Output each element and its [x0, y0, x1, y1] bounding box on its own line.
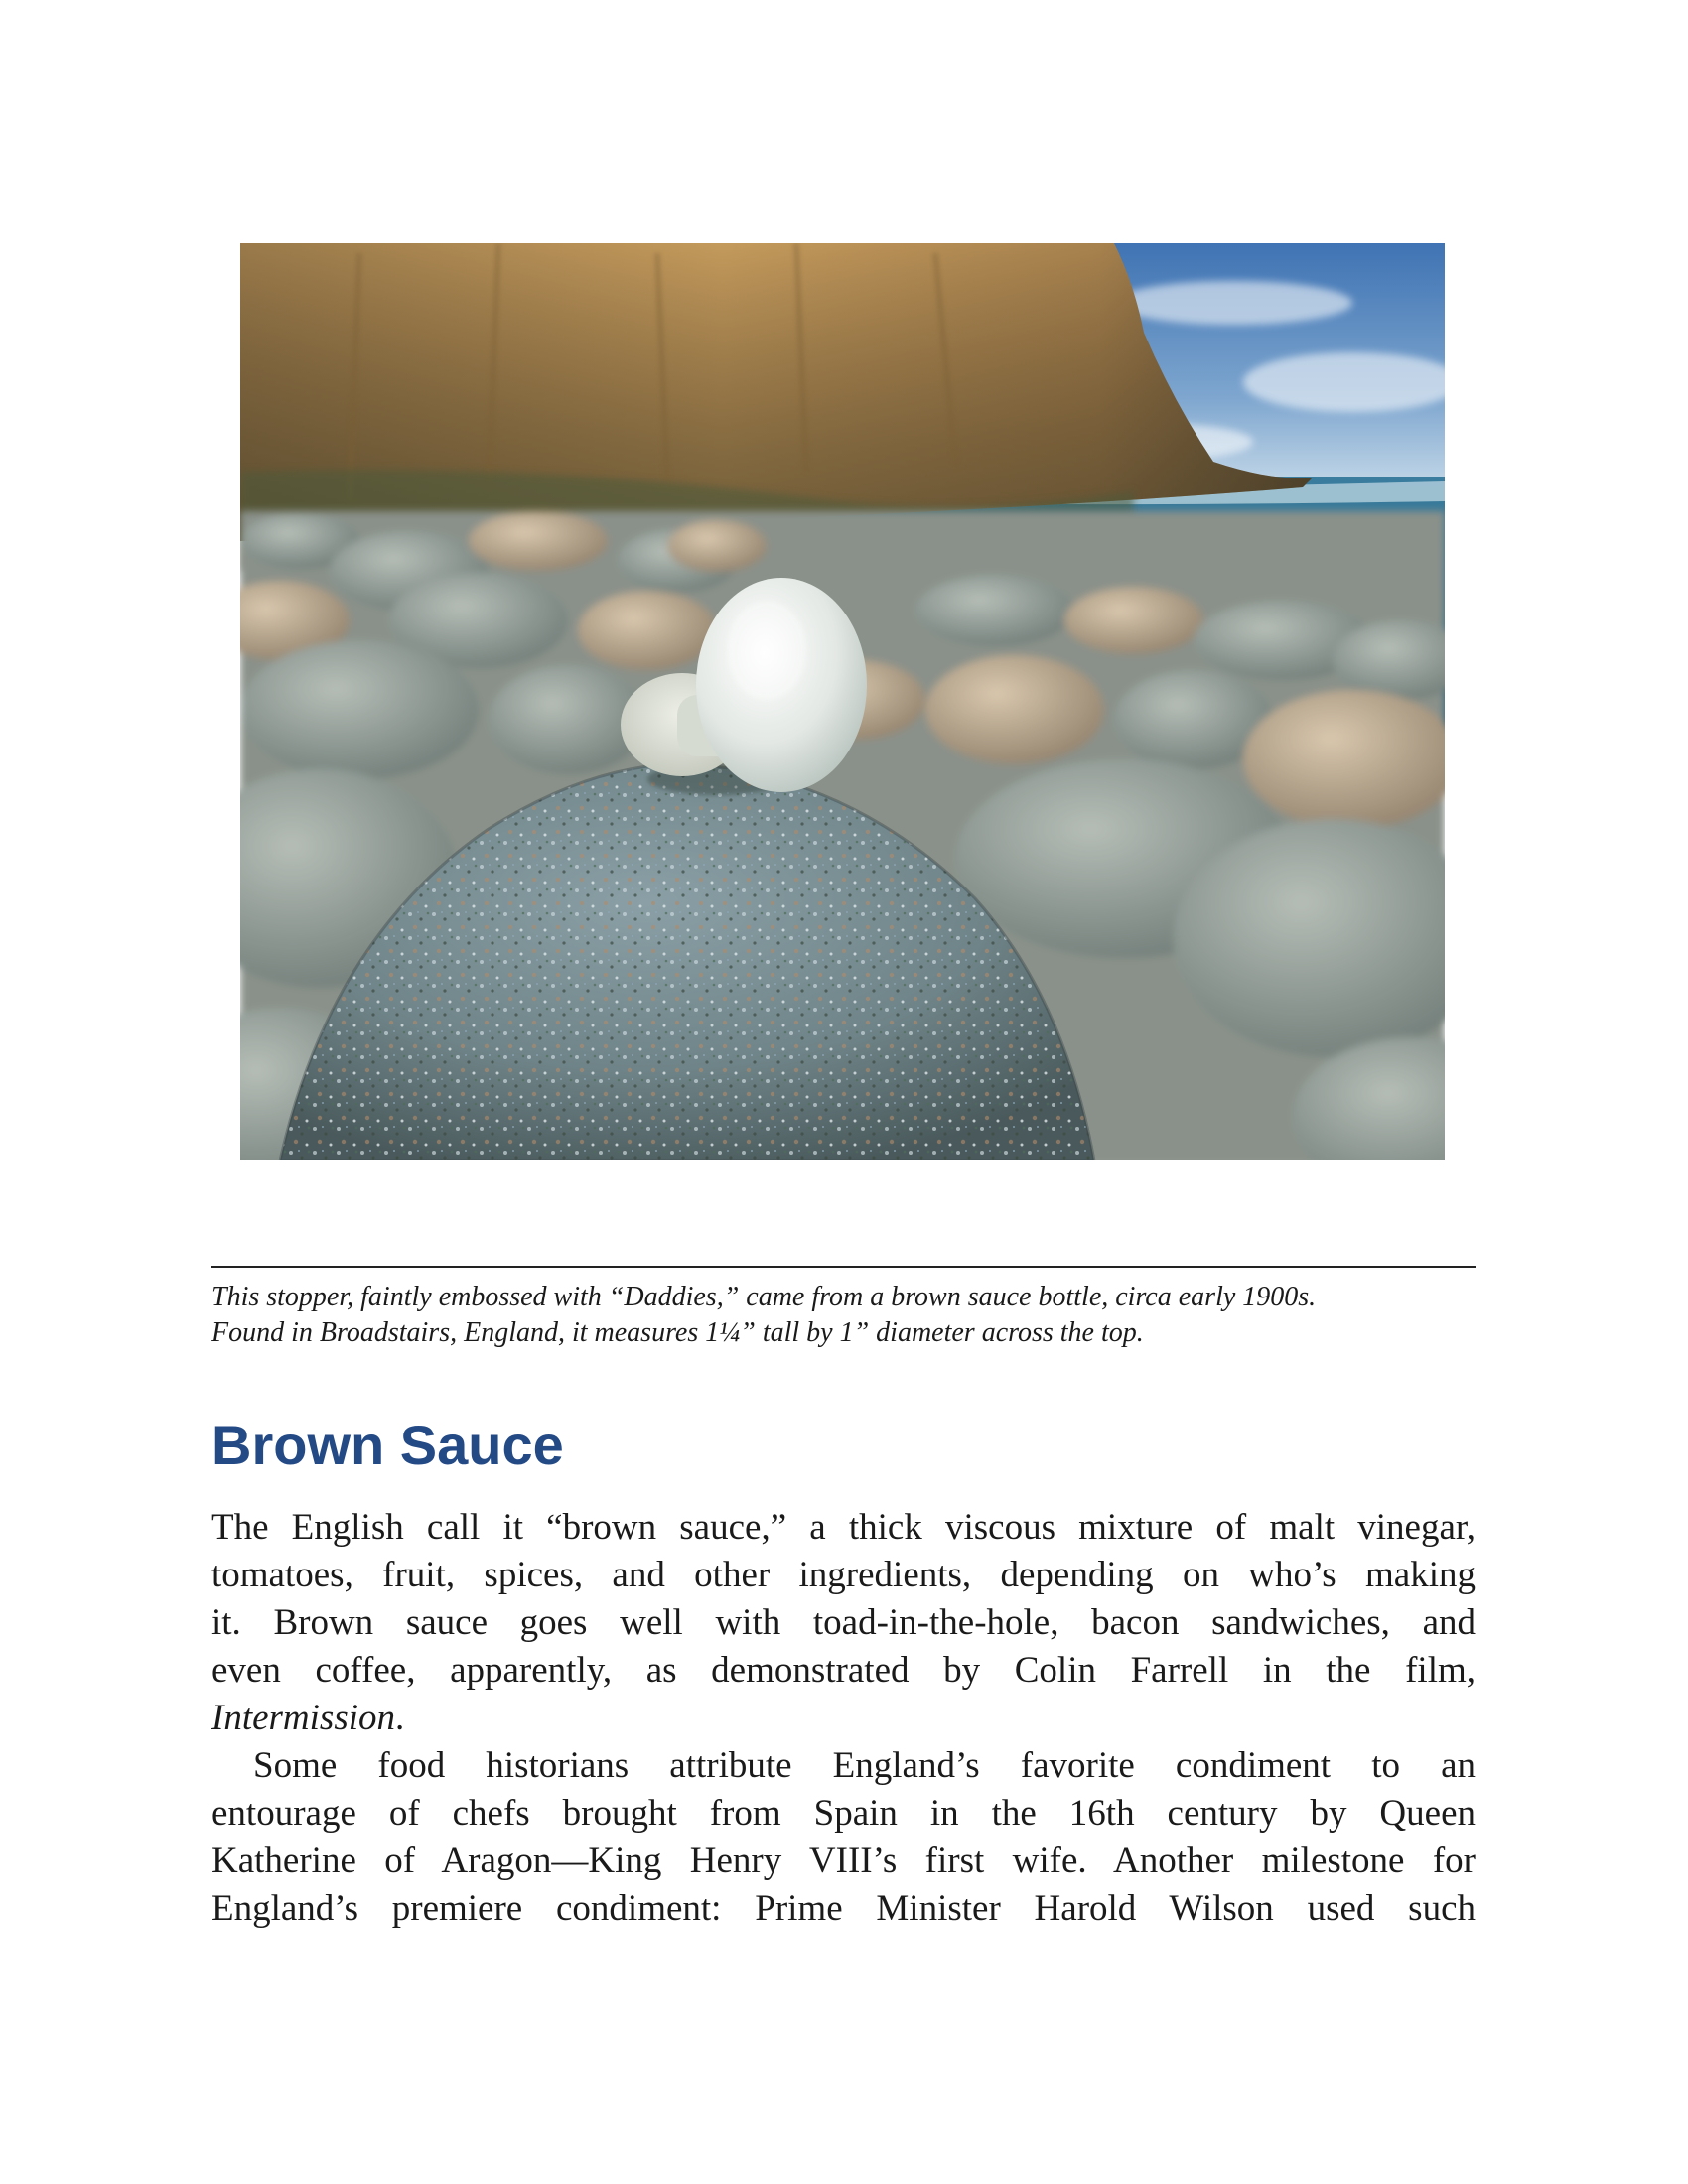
- paragraph-1-line: it. Brown sauce goes well with toad-in-the-hole, bacon sandwiches, and: [211, 1602, 1476, 1643]
- paragraph-1-line: tomatoes, fruit, spices, and other ingredients, depending on who’s making: [211, 1555, 1476, 1595]
- paragraph-2-line: Some food historians attribute England’s favorite condiment to an: [253, 1745, 1476, 1786]
- paragraph-1-last-line: [211, 1695, 1476, 1742]
- paragraph-2-line: Katherine of Aragon—King Henry VIII’s first wife. Another milestone for: [211, 1841, 1476, 1881]
- paragraph-1-line: even coffee, apparently, as demonstrated by Colin Farrell in the film,: [211, 1650, 1476, 1691]
- caption-line-1: This stopper, faintly embossed with “Daddies,” came from a brown sauce bottle, circa early 1900s.: [211, 1282, 1317, 1312]
- sea-glass-stopper-photo: [240, 243, 1445, 1160]
- caption-line-2: Found in Broadstairs, England, it measures 1¼” tall by 1” diameter across the top.: [211, 1317, 1144, 1348]
- paragraph-2-line: entourage of chefs brought from Spain in the 16th century by Queen: [211, 1793, 1476, 1834]
- film-title-period: .: [395, 1698, 405, 1738]
- paragraph-1-line: The English call it “brown sauce,” a thick viscous mixture of malt vinegar,: [211, 1507, 1476, 1548]
- section-heading: Brown Sauce: [211, 1414, 564, 1476]
- film-title: Intermission: [211, 1698, 395, 1738]
- body-text: [211, 1504, 1476, 1933]
- caption-rule: [211, 1266, 1476, 1268]
- paragraph-2-line: England’s premiere condiment: Prime Minister Harold Wilson used such: [211, 1888, 1476, 1929]
- photo-caption: [211, 1280, 1476, 1351]
